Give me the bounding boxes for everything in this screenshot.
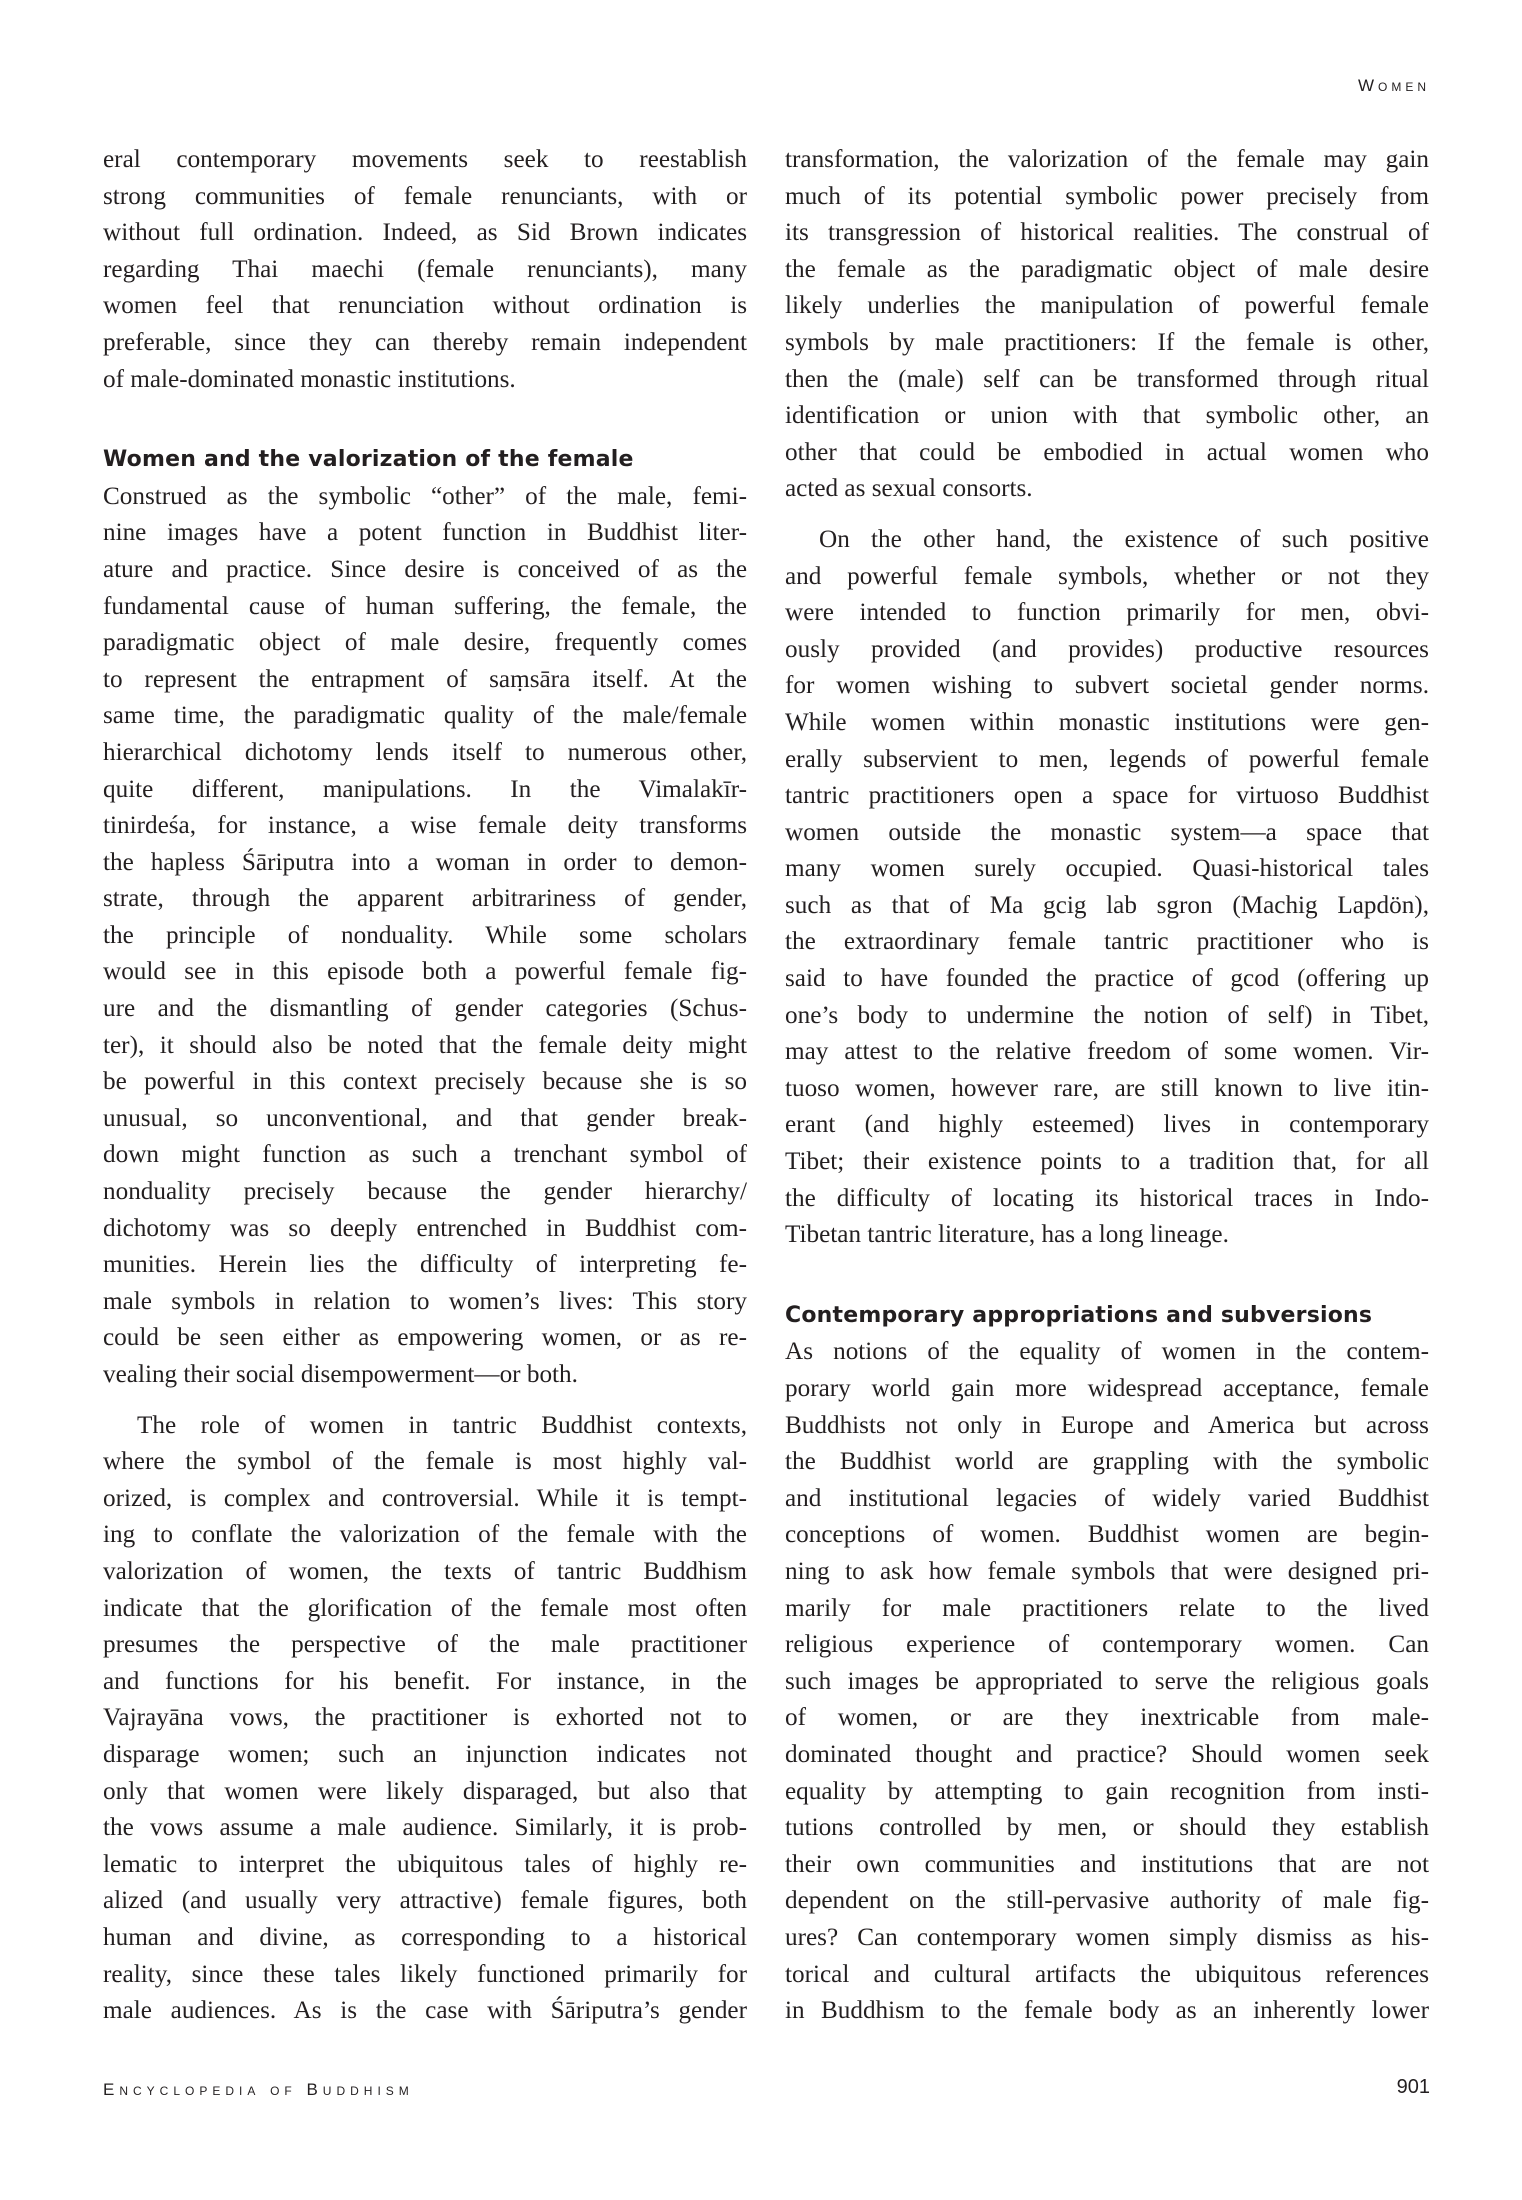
page-number: 901 bbox=[1396, 2076, 1430, 2098]
text-line: religious experience of contemporary women. Can bbox=[785, 1631, 1429, 1659]
text-line: without full ordination. Indeed, as Sid Brown indicates bbox=[103, 219, 747, 247]
text-line: indicate that the glorification of the female most often bbox=[103, 1594, 747, 1622]
text-line: equality by attempting to gain recognition from insti- bbox=[785, 1777, 1429, 1805]
paragraph-contemporary bbox=[785, 1334, 1429, 2029]
text-line: dichotomy was so deeply entrenched in Buddhist com- bbox=[103, 1214, 747, 1242]
text-line: down might function as such a trenchant symbol of bbox=[103, 1141, 747, 1169]
text-line: other that could be embodied in actual women who bbox=[785, 438, 1429, 466]
text-line: same time, the paradigmatic quality of the male/female bbox=[103, 702, 747, 730]
text-line: While women within monastic institutions were gen- bbox=[785, 708, 1429, 736]
text-line: disparage women; such an injunction indicates not bbox=[103, 1740, 747, 1768]
paragraph-intro bbox=[103, 142, 747, 398]
paragraph-transformation bbox=[785, 142, 1429, 508]
text-line: preferable, since they can thereby remain independent bbox=[103, 328, 747, 356]
text-line: erally subservient to men, legends of powerful female bbox=[785, 745, 1429, 773]
text-line: women outside the monastic system—a space that bbox=[785, 818, 1429, 846]
text-line: such images be appropriated to serve the religious goals bbox=[785, 1667, 1429, 1695]
text-line: Construed as the symbolic “other” of the male, femi- bbox=[103, 482, 747, 510]
section-heading-contemporary: Contemporary appropriations and subversions bbox=[785, 1302, 1373, 1328]
text-line: valorization of women, the texts of tantric Buddhism bbox=[103, 1557, 747, 1585]
footer-book-title: Encyclopedia of Buddhism bbox=[103, 2080, 414, 2099]
text-line: nine images have a potent function in Buddhist liter- bbox=[103, 519, 747, 547]
text-line: On the other hand, the existence of such positive bbox=[819, 525, 1429, 553]
text-line: in Buddhism to the female body as an inherently lower bbox=[785, 1997, 1429, 2025]
text-line: unusual, so unconventional, and that gender break- bbox=[103, 1104, 747, 1132]
text-line: porary world gain more widespread acceptance, female bbox=[785, 1375, 1429, 1402]
paragraph-other-hand bbox=[785, 522, 1429, 1254]
text-line: then the (male) self can be transformed through ritual bbox=[785, 365, 1429, 393]
paragraph-construed bbox=[103, 479, 747, 1394]
text-line: Buddhists not only in Europe and America but across bbox=[785, 1411, 1429, 1439]
text-line: where the symbol of the female is most highly val- bbox=[103, 1448, 747, 1476]
text-line: erant (and highly esteemed) lives in contemporary bbox=[785, 1111, 1429, 1139]
text-line: The role of women in tantric Buddhist contexts, bbox=[137, 1411, 747, 1439]
text-line: tantric practitioners open a space for virtuoso Buddhist bbox=[785, 782, 1429, 810]
text-line: and institutional legacies of widely varied Buddhist bbox=[785, 1484, 1429, 1512]
text-line: said to have founded the practice of gcod (offering up bbox=[785, 965, 1429, 993]
text-line: the difficulty of locating its historical traces in Indo- bbox=[785, 1184, 1429, 1212]
text-line: only that women were likely disparaged, but also that bbox=[103, 1777, 747, 1805]
text-line: ter), it should also be noted that the female deity might bbox=[103, 1031, 747, 1059]
text-line: vealing their social disempowerment—or both. bbox=[103, 1361, 578, 1388]
text-line: identification or union with that symbolic other, an bbox=[785, 402, 1429, 430]
text-line: regarding Thai maechi (female renunciants), many bbox=[103, 255, 747, 283]
text-line: reality, since these tales likely functioned primarily for bbox=[103, 1960, 747, 1988]
text-line: ature and practice. Since desire is conceived of as the bbox=[103, 555, 747, 583]
text-line: tutions controlled by men, or should they establish bbox=[785, 1814, 1429, 1842]
text-line: and functions for his benefit. For instance, in the bbox=[103, 1667, 747, 1695]
text-line: munities. Herein lies the difficulty of interpreting fe- bbox=[103, 1251, 747, 1279]
text-line: would see in this episode both a powerful female fig- bbox=[103, 958, 747, 986]
text-line: nonduality precisely because the gender hierarchy/ bbox=[103, 1178, 747, 1206]
text-line: their own communities and institutions that are not bbox=[785, 1850, 1429, 1878]
text-line: the female as the paradigmatic object of male desire bbox=[785, 255, 1429, 283]
text-line: symbols by male practitioners: If the female is other, bbox=[785, 328, 1429, 356]
text-line: much of its potential symbolic power precisely from bbox=[785, 182, 1429, 210]
text-line: for women wishing to subvert societal gender norms. bbox=[785, 672, 1429, 700]
text-line: tuoso women, however rare, are still known to live itin- bbox=[785, 1074, 1429, 1102]
text-line: many women surely occupied. Quasi-historical tales bbox=[785, 855, 1429, 883]
text-line: strate, through the apparent arbitrariness of gender, bbox=[103, 885, 747, 913]
text-line: acted as sexual consorts. bbox=[785, 475, 1033, 503]
text-line: of male-dominated monastic institutions. bbox=[103, 365, 516, 393]
text-line: fundamental cause of human suffering, the female, the bbox=[103, 592, 747, 620]
paragraph-tantric bbox=[103, 1408, 747, 2030]
text-line: quite different, manipulations. In the Vimalakīr- bbox=[103, 775, 747, 803]
text-line: likely underlies the manipulation of powerful female bbox=[785, 292, 1429, 320]
text-line: ing to conflate the valorization of the female with the bbox=[103, 1521, 747, 1549]
text-line: strong communities of female renunciants, with or bbox=[103, 182, 747, 210]
text-line: of women, or are they inextricable from male- bbox=[785, 1704, 1429, 1732]
text-line: ously provided (and provides) productive resources bbox=[785, 635, 1429, 663]
text-line: Tibet; their existence points to a tradition that, for all bbox=[785, 1148, 1429, 1176]
text-line: were intended to function primarily for men, obvi- bbox=[785, 599, 1429, 627]
text-line: male audiences. As is the case with Śāriputra’s gender bbox=[103, 1997, 747, 2025]
text-line: ure and the dismantling of gender categories (Schus- bbox=[103, 995, 747, 1023]
text-line: dependent on the still-pervasive authority of male fig- bbox=[785, 1887, 1429, 1915]
text-line: marily for male practitioners relate to the lived bbox=[785, 1594, 1429, 1622]
text-line: be powerful in this context precisely because she is so bbox=[103, 1068, 747, 1096]
text-line: ning to ask how female symbols that were designed pri- bbox=[785, 1557, 1429, 1585]
text-line: women feel that renunciation without ordination is bbox=[103, 292, 747, 320]
text-line: orized, is complex and controversial. While it is tempt- bbox=[103, 1484, 747, 1512]
right-column bbox=[785, 142, 1429, 2030]
text-line: its transgression of historical realities. The construal of bbox=[785, 219, 1429, 247]
text-line: dominated thought and practice? Should women seek bbox=[785, 1740, 1429, 1768]
text-line: transformation, the valorization of the female may gain bbox=[785, 146, 1429, 173]
text-line: tinirdeśa, for instance, a wise female deity transforms bbox=[103, 812, 747, 840]
text-line: to represent the entrapment of saṃsāra itself. At the bbox=[103, 665, 747, 693]
text-line: the hapless Śāriputra into a woman in order to demon- bbox=[103, 848, 747, 876]
text-line: and powerful female symbols, whether or not they bbox=[785, 562, 1429, 590]
text-line: Vajrayāna vows, the practitioner is exhorted not to bbox=[103, 1704, 747, 1732]
text-line: may attest to the relative freedom of some women. Vir- bbox=[785, 1038, 1429, 1066]
section-heading-valorization: Women and the valorization of the female bbox=[103, 447, 634, 473]
text-line: ures? Can contemporary women simply dismiss as his- bbox=[785, 1923, 1429, 1951]
text-line: eral contemporary movements seek to reestablish bbox=[103, 146, 747, 173]
text-line: human and divine, as corresponding to a historical bbox=[103, 1923, 747, 1951]
text-line: lematic to interpret the ubiquitous tales of highly re- bbox=[103, 1850, 747, 1878]
text-line: presumes the perspective of the male practitioner bbox=[103, 1631, 747, 1659]
text-line: could be seen either as empowering women, or as re- bbox=[103, 1324, 747, 1352]
text-line: As notions of the equality of women in the contem- bbox=[785, 1338, 1429, 1366]
text-line: paradigmatic object of male desire, frequently comes bbox=[103, 629, 747, 657]
text-line: torical and cultural artifacts the ubiquitous references bbox=[785, 1960, 1429, 1988]
text-line: the principle of nonduality. While some scholars bbox=[103, 921, 747, 949]
text-line: male symbols in relation to women’s lives: This story bbox=[103, 1287, 747, 1315]
text-line: such as that of Ma gcig lab sgron (Machig Lapdön), bbox=[785, 891, 1429, 919]
text-line: the Buddhist world are grappling with the symbolic bbox=[785, 1448, 1429, 1476]
running-header: Women bbox=[1357, 76, 1430, 95]
text-line: alized (and usually very attractive) female figures, both bbox=[103, 1887, 747, 1915]
text-line: the extraordinary female tantric practitioner who is bbox=[785, 928, 1429, 956]
text-line: hierarchical dichotomy lends itself to numerous other, bbox=[103, 738, 747, 766]
text-line: one’s body to undermine the notion of self) in Tibet, bbox=[785, 1001, 1429, 1029]
text-line: Tibetan tantric literature, has a long lineage. bbox=[785, 1221, 1229, 1249]
left-column bbox=[103, 142, 747, 2030]
text-line: the vows assume a male audience. Similarly, it is prob- bbox=[103, 1814, 747, 1842]
text-line: conceptions of women. Buddhist women are begin- bbox=[785, 1521, 1429, 1549]
